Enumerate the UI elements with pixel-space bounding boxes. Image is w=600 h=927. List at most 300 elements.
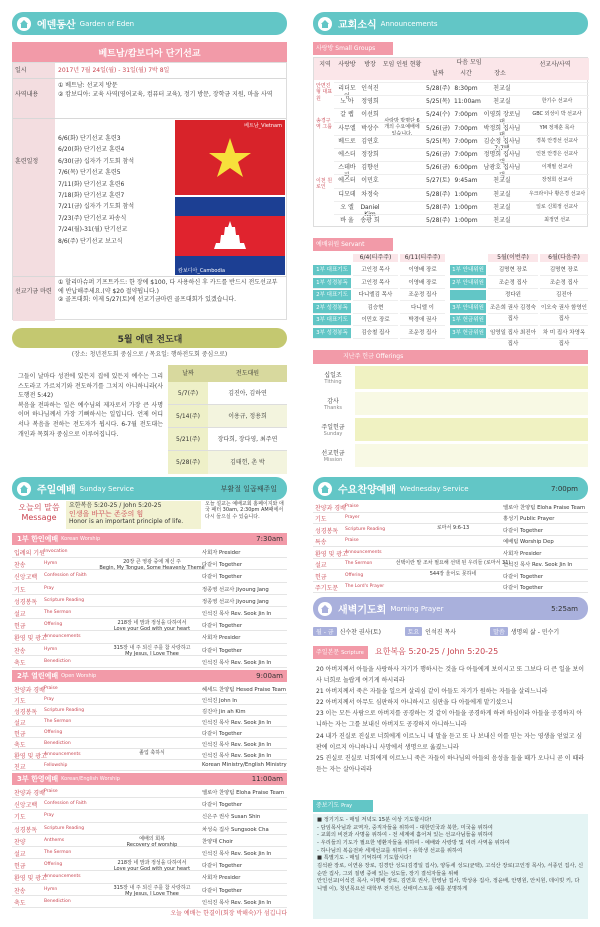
offering-label-en: Thanks <box>324 405 342 411</box>
order-row <box>12 859 287 871</box>
order-row <box>12 656 287 668</box>
may-note: (장소: 청년전도회 중심으로 / 목요일: 행하전도회 중심으로) <box>71 351 228 358</box>
flag-kh-label: 캄보디아_Cambodia <box>178 268 226 274</box>
eden-label-training: 훈련일정 <box>15 158 39 165</box>
order-item-ko: 찬양 <box>14 838 26 846</box>
sg-row <box>334 188 589 201</box>
s1-title: 1부 한인예배 <box>17 535 59 543</box>
order-role: 다같이 Together <box>202 887 243 894</box>
srv-a: 2부 대표기도 <box>313 290 351 301</box>
dawn-title: 새벽기도회 <box>338 605 387 616</box>
sg-row <box>334 148 589 166</box>
order-item-en: Pray <box>44 696 54 702</box>
sg-row <box>334 161 589 179</box>
sg-lead: 송광 희 <box>360 217 380 224</box>
order-item-ko: 설교 <box>14 611 26 619</box>
order-item-en: Scripture Reading <box>44 707 85 713</box>
srv-e: 임영일 집사 최진아 집사 <box>489 329 536 347</box>
order-item-ko: 친교 <box>14 763 26 771</box>
order-role: Korean Ministry/English Ministry <box>202 761 287 768</box>
order-item-en: Hymn <box>44 886 58 892</box>
order-middle: 218장 네 맘과 정성을 다하여서 Love your God with your heart <box>113 860 191 873</box>
order-row <box>12 738 287 749</box>
order-row <box>313 524 588 536</box>
sg-grp: 에스더 <box>338 151 356 158</box>
order-item-ko: 입례의 기원 <box>14 550 45 558</box>
sg-t: 1:00pm <box>454 203 478 211</box>
order-item-en: Hymn <box>44 646 58 652</box>
srv-b: 고인정 목사 <box>353 265 398 276</box>
order-row <box>313 559 588 571</box>
church-logo-icon <box>318 17 332 31</box>
wed-time: 7:00pm <box>551 484 578 493</box>
order-role: 다같이 Together <box>503 573 544 580</box>
order-item-ko: 찬송 <box>14 647 26 655</box>
srv-b: 고인정 목사 <box>353 278 398 289</box>
scripture-en: Scripture <box>341 650 364 656</box>
order-item-en: Offering <box>345 572 364 578</box>
may-team: 장다희, 장다영, 최주연 <box>217 436 278 443</box>
message-verse-ko: 인생을 바꾸는 존중의 힘 <box>69 509 144 518</box>
church-logo-icon <box>17 482 31 496</box>
order-role: 차성숙 집사 Sungsook Cha <box>202 826 269 833</box>
prayer-tag <box>313 800 373 812</box>
order-role: 다같이 Together <box>503 527 544 534</box>
may-date: 5/7(주) <box>168 382 208 404</box>
order-role: 찬양대 Choir <box>202 838 233 845</box>
sg-lead: 정장희 <box>361 151 379 158</box>
offering-label: 감사 <box>327 398 339 405</box>
small-group-tag: 사랑방 Small Groups <box>313 42 393 55</box>
may-table <box>168 365 287 480</box>
sg-lead: Daniel Kim <box>360 203 380 219</box>
sg-row <box>334 108 589 126</box>
prayer-text: ■ 정기기도 - 매일 저녁도 15분 이상 기도합시다! - 담임목사님과 교역자, 중직자들을 위하여 - 대한민국과 북한, 미국을 위하여 - 교회의 비전과 사명을 위하여 - 전 세계에 흩어져 있는 선교사님들을 위하여 - 우리들의 기도가 필요한 병환자들을 위하여 - 예배와 사랑방 및 여러 사역을 위하여 - 하나님의 복음전파 세계선교를 위하여 - 유학생 선교를 위하여 ■ 특별기도 - 매일 기억하며 기도합시다! 김석완 장로, 이연용 장로, 김경안 성도(김경일 집사), 양동세 성도(균택), 고석산 장로(고인정 목사), 서종인 집사, 신순만 집사, 그외 질병 중에 있는 성도들, 장기 결석자들을 위해 안인선교(이석진 목사, 이평배 장로, 김연호 권사, 한영남 집사, 박상용 집사, 정윤배, 안명원, 안치원, 데이빗 키, 다니엘 이), 청년목요선 대학부 전지선, 선태미스토를 예를 분명하게 <box>313 814 588 919</box>
dawn-header <box>313 597 588 620</box>
s3-en: Korean/English Worship <box>61 776 120 782</box>
sg-d: 5/24(수) <box>426 111 450 119</box>
order-role: 엘로아 찬양팀 Eloha Praise Team <box>503 504 586 511</box>
eden-title: 에덴동산 <box>37 20 76 31</box>
sg-col-next: 다음 모임 <box>456 59 482 66</box>
eden-header <box>12 12 287 35</box>
order-role: 홍성기 Public Prayer <box>503 516 555 523</box>
offering-tag: 지난주 헌금 Offerings <box>313 350 588 364</box>
sg-col-area: 지역 <box>319 61 331 68</box>
order-item-ko: 찬송 <box>14 562 26 570</box>
sg-t: 8:30pm <box>454 85 478 92</box>
sg-col-date: 날짜 <box>432 70 444 77</box>
order-item-ko: 기도 <box>315 516 327 524</box>
order-item-en: Anthems <box>44 837 65 843</box>
eden-training-list <box>58 133 173 247</box>
sg-p: 친교실 <box>493 85 511 92</box>
sg-d: 5/28(주) <box>426 217 450 224</box>
sg-d: 5/28(주) <box>426 203 450 211</box>
scripture-text: 20 아버지께서 아들을 사랑하사 자기가 행하시는 것을 다 아들에게 보이시고 또 그보다 더 큰 일을 보이사 너희로 놀랍게 여기게 하시리라 21 아버지께서 죽은 자들을 일으켜 살리심 같이 아들도 자기가 원하는 자들을 살리느니라 22 아버지께서 아무도 심판하지 아니하시고 심판을 다 아들에게 맡기셨으니 23 이는 모든 사람으로 아버지를 공경하는 것 같이 아들을 공경하게 하려 하심이라 아들을 공경하지 아니하는 자는 그를 보내신 아버지도 공경하지 아니하느니라 24 내가 진실로 진실로 너희에게 이르노니 내 말을 듣고 또 나 보내신 이를 믿는 자는 영생을 얻었고 심판에 이르지 아니하나니 사망에서 생명으로 옮겼느니라 25 진실로 진실로 너희에게 이르노니 죽은 자들이 하나님의 아들의 음성을 들을 때가 오나니 곧 이 때라 듣는 자는 살아나리라 <box>316 666 585 773</box>
order-item-en: The Sermon <box>44 610 72 616</box>
order-item-ko: 헌금 <box>315 573 327 581</box>
sg-p: 박정희 집사님 댁 <box>483 124 521 140</box>
order-row <box>313 582 588 594</box>
church-logo-icon <box>17 17 31 31</box>
order-item-en: Announcements <box>44 874 81 880</box>
sg-col-status: 모임 인원 현황 <box>382 61 422 68</box>
order-item-en: Scripture Reading <box>44 597 85 603</box>
order-item-ko: 신앙고백 <box>14 574 38 582</box>
srv-head <box>313 252 588 264</box>
sg-d: 5/25(목) <box>426 98 450 106</box>
sg-d: 5/26(금) <box>426 124 450 132</box>
srv-c: 다니엘 이 <box>400 303 445 314</box>
order-row <box>12 823 287 835</box>
offering-label-en: Sunday <box>323 431 343 437</box>
srv-e: 조순정 집사 <box>488 278 538 289</box>
may-title: 5월 에덴 전도대 <box>117 334 183 345</box>
order-role: 다같이 Together <box>202 574 243 581</box>
offering-label-en: Tithing <box>324 379 342 385</box>
small-group-table <box>313 57 588 227</box>
order-row <box>12 798 287 810</box>
order-row <box>12 835 287 847</box>
srv-f: 김진아 <box>540 290 588 301</box>
sunday-place: 부활절 일곱째주일 <box>220 484 277 493</box>
sg-t: 1:00pm <box>454 217 478 224</box>
order-role: 사회자 Presider <box>202 875 241 882</box>
srv-c: 조운정 집사 <box>400 328 445 339</box>
sg-d: 5/26(금) <box>426 164 450 172</box>
srv-a: 2부 성경봉독 <box>313 303 351 314</box>
order-row <box>12 749 287 760</box>
sg-area: 안면진형 대표원 <box>316 83 333 102</box>
order-row <box>12 607 287 619</box>
order-middle: 선택이란 말 조차 필요해 선택 된 우리들 (로마서 31) <box>395 559 511 566</box>
s1-time: 7:30am <box>256 535 283 543</box>
order-row <box>12 583 287 595</box>
order-row <box>12 570 287 582</box>
order-role: 인석진 John In <box>202 697 238 704</box>
srv-e: 김명현 장로 <box>488 265 538 276</box>
order-item-en: Announcements <box>44 634 81 640</box>
order-row <box>313 536 588 548</box>
training-item: 7/6(목) 단기선교 훈련5 <box>58 169 121 177</box>
srv-c: 이영배 장로 <box>400 265 445 276</box>
sg-row <box>334 122 589 140</box>
order-middle: 315장 내 주 되신 주를 참 사랑하고 My Jesus, I Love Thee <box>113 644 191 657</box>
sg-m: 우크라이나 황은경 선교사 <box>528 190 586 197</box>
order-row <box>12 619 287 631</box>
sermon-note: 오늘 설교는 예배교회 홈페이지와 애국 패터 30am, 2:30pm AM패에서 다시 들으실 수 있습니다. <box>205 501 284 520</box>
order-item-en: Offering <box>44 862 63 868</box>
training-item: 7/24(월)-31(월) 단기선교 <box>58 226 128 234</box>
sg-p: 김순정 집사님 7:7택 <box>483 137 521 153</box>
offering-label: 십일조 <box>324 372 342 379</box>
order-row <box>12 716 287 727</box>
srv-f <box>540 315 588 326</box>
eden-banner: 베트남/캄보디아 단기선교 <box>12 42 287 62</box>
order-item-ko: 성경봉독 <box>14 826 38 834</box>
news-header <box>313 12 588 35</box>
message-ref: 요한복음 5:20-25 / John 5:20-25 <box>69 502 162 509</box>
order-row <box>12 644 287 656</box>
scripture-label: 주일본문 <box>316 649 340 656</box>
order-item-en: Praise <box>44 789 58 795</box>
dawn-c3v: 생명의 삶 - 민수기 <box>510 628 560 636</box>
order-item-en: Prayer <box>345 515 360 521</box>
sg-m: 최정연 선교 <box>544 217 570 223</box>
order-role: 인석진 목사 Rev. Seok Jin In <box>202 741 272 748</box>
srv-f: 차 미 집사 차영옥 집사 <box>540 328 588 339</box>
eden-label-ministry: 사역내용 <box>15 91 39 98</box>
srv-col: 6/11(티주주) <box>400 254 445 262</box>
order-middle: 218장 네 맘과 정성을 다하여서 Love your God with your heart <box>113 620 191 633</box>
order-role: 인석진 목사 Rev. Seok Jin In <box>202 719 272 726</box>
sg-lead: 김연호 <box>361 137 379 145</box>
order-role: 헤세드 찬양팀 Hesed Praise Team <box>202 686 287 693</box>
order-row <box>12 558 287 570</box>
order-item-en: Pray <box>44 813 54 819</box>
srv-a: 1부 성경봉독 <box>313 278 351 289</box>
sg-t: 7:00pm <box>454 111 478 119</box>
sg-m: 이재필 선교사 <box>541 164 573 171</box>
order-row <box>313 570 588 582</box>
s3-order <box>12 786 287 908</box>
order-item-ko: 성경봉독 <box>14 598 38 606</box>
sg-grp: 베드로 <box>338 137 356 145</box>
order-row <box>12 760 287 771</box>
order-item-en: Hymn <box>44 561 58 567</box>
order-middle: 20장 큰 영광 중에 계신 주 Begin, My Tongue, Some Heavenly Theme <box>99 559 205 572</box>
message-label <box>14 503 64 523</box>
servant-tag: 예배위원 Servant <box>313 238 393 251</box>
sg-m: 경북 안경선 선교사 <box>536 137 578 144</box>
srv-b: 김승현 <box>353 303 398 314</box>
srv-e: 정다윈 <box>488 290 538 301</box>
order-role: 다같이 Together <box>202 730 243 737</box>
offering-label: 주일헌금 <box>321 424 345 431</box>
dawn-c2v: 인석진 목사 <box>425 628 457 636</box>
srv-col: 6/4(티주주) <box>353 254 398 262</box>
order-item-en: The Sermon <box>44 718 72 724</box>
order-item-en: Benediction <box>44 740 71 746</box>
dawn-subtitle: Morning Prayer <box>390 604 444 613</box>
order-row <box>12 810 287 822</box>
order-role: 다같이 Together <box>503 585 544 592</box>
sunday-subtitle: Sunday Service <box>79 484 134 493</box>
order-row <box>12 694 287 705</box>
sg-t: 7:00pm <box>454 137 478 145</box>
training-item: 7/21(금) 십자가 기도회 참석 <box>58 203 135 211</box>
order-role: 다같이 Together <box>202 863 243 870</box>
sg-m: GBC 외성이 박 선교사 <box>532 111 582 118</box>
order-row <box>12 727 287 738</box>
training-item: 8/6(주) 단기선교 보고식 <box>58 237 123 245</box>
wed-order <box>313 501 588 593</box>
training-item: 6/6(화) 단기선교 훈련3 <box>58 135 121 142</box>
order-role: 신은주 권사 Susan Shin <box>202 814 261 821</box>
order-item-ko: 헌금 <box>14 730 26 738</box>
s2-time: 9:00am <box>256 672 283 680</box>
s1-header <box>12 533 287 545</box>
sg-area: 송경구역 그룹 <box>316 118 333 131</box>
order-role: 사회자 Presider <box>503 550 542 557</box>
order-item-en: Praise <box>345 503 359 509</box>
order-item-en: Offering <box>44 622 63 628</box>
order-row <box>12 786 287 798</box>
sg-p: 남광호 집사님 댁 <box>483 164 521 179</box>
s3-header <box>12 773 287 785</box>
order-row <box>313 513 588 525</box>
sg-grp: 리더모임 <box>338 85 356 100</box>
order-item-en: Confession of Faith <box>44 573 87 579</box>
order-row <box>12 871 287 883</box>
dawn-c3: 말씀 <box>490 627 508 636</box>
order-item-ko: 헌금 <box>14 863 26 871</box>
offering-label: 선교헌금 <box>321 450 345 457</box>
may-header <box>12 328 287 348</box>
order-row <box>12 896 287 908</box>
order-role: 인석진 목사 Rev. Seok Jin In <box>202 752 272 759</box>
training-item: 6/20(화) 단기선교 훈련4 <box>58 146 125 154</box>
sg-lead: 차정숙 <box>361 190 379 198</box>
s3-time: 11:00am <box>251 775 283 783</box>
order-role: 인석진 목사 Rev. Seok Jin In <box>503 562 573 569</box>
order-role: 다같이 Together <box>202 647 243 654</box>
sg-row <box>334 214 589 227</box>
training-item: 7/18(화) 단기선교 훈련7 <box>58 191 125 199</box>
order-row <box>12 595 287 607</box>
sg-grp: 노 아 <box>340 98 354 106</box>
sg-row <box>334 201 589 219</box>
wed-subtitle: Wednesday Service <box>399 484 469 493</box>
order-item-en: Fellowship <box>44 762 68 768</box>
order-item-en: The Lord's Prayer <box>345 584 385 590</box>
sunday-title: 주일예배 <box>37 485 76 496</box>
srv-a: 3부 성경봉독 <box>313 328 351 339</box>
sg-t: 7:00pm <box>454 151 478 158</box>
may-team: 이용규, 정용희 <box>208 405 287 427</box>
order-item-ko: 환영 및 광고 <box>14 752 47 760</box>
srv-f: 조순정 집사 <box>540 278 588 289</box>
sg-col-time: 시간 <box>460 70 472 77</box>
s2-order <box>12 683 287 771</box>
sg-t: 6:00pm <box>454 164 478 172</box>
sg-m: 한기수 선교사 <box>541 98 573 105</box>
s1-en: Korean Worship <box>61 536 101 542</box>
srv-col: 5월(이번주) <box>488 254 538 262</box>
srv-d: 2부 안내위원 <box>450 278 486 289</box>
order-item-en: Scripture Reading <box>345 526 386 532</box>
sg-col-leader: 방장 <box>364 61 376 68</box>
order-middle: 544장 울어도 못하네 <box>429 571 477 577</box>
may-team: 김진아, 김하연 <box>228 390 267 397</box>
order-item-ko: 설교 <box>315 562 327 570</box>
sg-lead: 이민호 <box>361 177 379 185</box>
srv-b: 이민호 장로 <box>353 315 398 326</box>
eden-date: 2017년 7월 24일(월) - 31일(월) 7박 8일 <box>58 67 170 74</box>
srv-f: 김명현 장로 <box>540 265 588 276</box>
wed-header <box>313 477 588 500</box>
may-team: 김태헌, 촌 박 <box>208 451 287 474</box>
servant-table <box>313 252 588 347</box>
order-item-en: The Sermon <box>345 561 373 567</box>
sg-t: 11:00am <box>454 98 481 106</box>
sg-grp: 갈 렙 <box>340 111 354 119</box>
order-item-ko: 주기도문 <box>315 585 339 593</box>
order-role: 인석진 목사 Rev. Seok Jin In <box>202 851 272 858</box>
order-role: 인석진 목사 Rev. Seok Jin In <box>202 659 272 666</box>
order-role: 다같이 Together <box>202 802 243 809</box>
sg-row <box>334 95 589 108</box>
sg-d: 5/28(주) <box>426 190 450 198</box>
sg-p: 친교실 <box>493 217 511 224</box>
scripture-tag <box>313 646 368 659</box>
may-date: 5/28(주) <box>168 451 208 474</box>
s2-title: 2부 열린예배 <box>17 672 59 680</box>
sg-p: 이영희 장로님 댁 <box>483 111 521 126</box>
order-item-ko: 환영 및 광고 <box>315 550 348 558</box>
eden-fund: ① 할리마슈퍼 기프트카드: 한 장에 $100, 다 사용하신 후 카드를 반드시 전도선교부에 반납해주세요.(약 $20 절약됩니다.) ② 골프대회: 이제 5/27(토)에 선교기금마련 골프대회가 있겠습니다. <box>58 279 278 304</box>
order-item-ko: 찬양과 경배 <box>14 686 45 694</box>
srv-d: 1부 헌금위원 <box>450 315 486 326</box>
srv-d <box>450 290 486 301</box>
order-row <box>12 631 287 643</box>
srv-e <box>488 315 538 326</box>
church-logo-icon <box>318 482 332 496</box>
order-role: 정종영 선교사 Jiyoung Jang <box>202 598 269 605</box>
order-item-ko: 찬양과 경배 <box>315 504 346 512</box>
dawn-time: 5:25am <box>551 604 578 613</box>
dawn-c2: 토요 <box>405 627 423 636</box>
prayer-en: Pray <box>341 803 353 809</box>
news-title: 교회소식 <box>338 20 377 31</box>
order-row <box>12 683 287 694</box>
training-item: 6/30(금) 십자가 기도회 참석 <box>58 157 135 165</box>
sg-m: YM 정재훈 목사 <box>539 124 575 131</box>
srv-c: 조운정 집사 <box>400 290 445 301</box>
order-item-ko: 찬송 <box>14 887 26 895</box>
sg-m: 인천 안경은 선교사 <box>536 151 578 157</box>
order-item-en: Praise <box>345 538 359 544</box>
srv-e: 조은희 권사 김정숙 집사 <box>489 304 536 322</box>
sg-grp: 에스터 <box>338 177 356 185</box>
sg-grp: 오 엘 <box>340 203 354 211</box>
srv-d: 3부 안내위원 <box>450 303 486 314</box>
may-date: 5/21(주) <box>168 428 208 450</box>
sg-col-place: 장소 <box>494 70 506 77</box>
s2-header <box>12 670 287 682</box>
order-item-ko: 기도 <box>14 697 26 705</box>
sg-t: 9:45am <box>454 177 478 185</box>
may-date: 5/14(주) <box>168 405 208 427</box>
message-verse-en: Honor is an important principle of life. <box>69 518 184 526</box>
message-label-en: Message <box>21 513 57 522</box>
s2-en: Open Worship <box>61 673 97 679</box>
offering-table <box>313 366 588 468</box>
srv-a: 3부 대표기도 <box>313 315 351 326</box>
order-row <box>12 847 287 859</box>
order-item-ko: 설교 <box>14 851 26 859</box>
sg-d: 5/27(토) <box>426 177 450 185</box>
vietnam-flag <box>175 120 285 195</box>
order-role: 인석진 목사 Rev. Seok Jin In <box>202 899 272 906</box>
order-item-ko: 기도 <box>14 814 26 822</box>
order-item-ko: 축도 <box>14 659 26 667</box>
sg-col-group: 사랑방 <box>338 61 356 68</box>
order-middle: 315장 내 주 되신 주를 참 사랑하고 My Jesus, I Love Thee <box>113 884 191 897</box>
sg-col-mission: 선교사/사역 <box>539 61 571 68</box>
may-h-team: 전도대원 <box>235 370 260 377</box>
